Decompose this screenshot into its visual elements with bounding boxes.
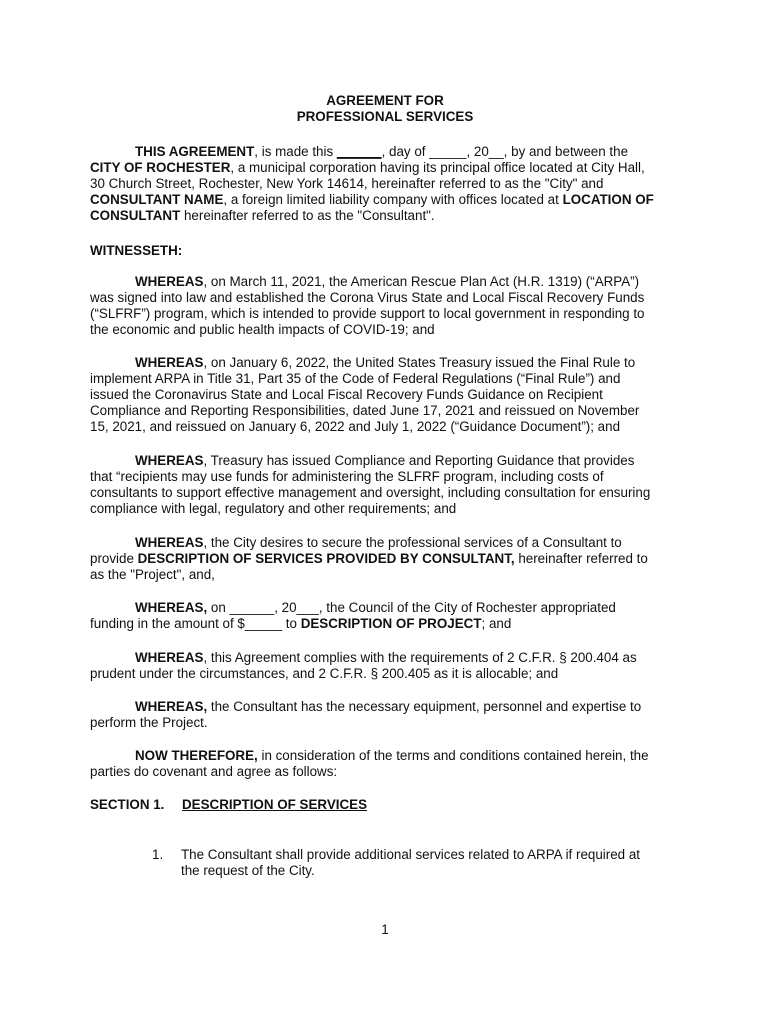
doc-title-line1: AGREEMENT FOR <box>326 93 444 108</box>
whereas4-line2: provide DESCRIPTION OF SERVICES PROVIDED BY CONSULTANT, hereinafter referred to <box>90 551 648 566</box>
whereas2-line2: implement ARPA in Title 31, Part 35 of the Code of Federal Regulations (“Final Rule”) and <box>90 371 621 386</box>
item1-number: 1. <box>152 847 164 862</box>
intro-line3: 30 Church Street, Rochester, New York 14614, hereinafter referred to as the "City" and <box>90 176 604 191</box>
witnesseth-heading: WITNESSETH: <box>90 243 183 258</box>
intro-line4: CONSULTANT NAME, a foreign limited liability company with offices located at LOCATION OF <box>90 192 654 207</box>
whereas4-line1: WHEREAS, the City desires to secure the professional services of a Consultant to <box>135 535 622 550</box>
whereas2-line4: Compliance and Reporting Responsibilities, dated June 17, 2021 and reissued on November <box>90 403 640 418</box>
whereas6-line1: WHEREAS, this Agreement complies with the requirements of 2 C.F.R. § 200.404 as <box>135 650 637 665</box>
whereas2-line5: 15, 2021, and reissued on January 6, 2022 and July 1, 2022 (“Guidance Document”); and <box>90 419 621 434</box>
whereas5-line1: WHEREAS, on ______, 20___, the Council of the City of Rochester appropriated <box>135 600 616 615</box>
whereas1-line3: (“SLFRF”) program, which is intended to provide support to local government in responding to <box>90 306 645 321</box>
whereas5-line2: funding in the amount of $_____ to DESCRIPTION OF PROJECT; and <box>90 616 512 631</box>
whereas7-line1: WHEREAS, the Consultant has the necessary equipment, personnel and expertise to <box>135 699 642 714</box>
whereas3-line2: that “recipients may use funds for administering the SLFRF program, including costs of <box>90 469 604 484</box>
item1-line2: the request of the City. <box>181 863 315 878</box>
whereas2-line1: WHEREAS, on January 6, 2022, the United States Treasury issued the Final Rule to <box>135 355 636 370</box>
now-therefore-line2: parties do covenant and agree as follows: <box>90 764 338 779</box>
intro-line1: THIS AGREEMENT, is made this ______, day of _____, 20__, by and between the <box>135 144 629 159</box>
now-therefore-line1: NOW THEREFORE, in consideration of the terms and conditions contained herein, the <box>135 748 649 763</box>
whereas3-line3: consultants to support effective management and oversight, including consultation for ensuring <box>90 485 651 500</box>
page-number: 1 <box>381 922 389 937</box>
whereas3-line4: compliance with legal, regulatory and other requirements; and <box>90 501 457 516</box>
whereas7-line2: perform the Project. <box>90 715 208 730</box>
section1-title: DESCRIPTION OF SERVICES <box>182 797 368 812</box>
whereas3-line1: WHEREAS, Treasury has issued Compliance and Reporting Guidance that provides <box>135 453 635 468</box>
whereas1-line1: WHEREAS, on March 11, 2021, the American Rescue Plan Act (H.R. 1319) (“ARPA”) <box>135 274 640 289</box>
intro-line5: CONSULTANT hereinafter referred to as the "Consultant". <box>90 208 435 223</box>
item1-line1: The Consultant shall provide additional services related to ARPA if required at <box>181 847 641 862</box>
intro-line2: CITY OF ROCHESTER, a municipal corporation having its principal office located at City Hall, <box>90 160 645 175</box>
doc-title-line2: PROFESSIONAL SERVICES <box>296 109 474 124</box>
whereas6-line2: prudent under the circumstances, and 2 C.F.R. § 200.405 as it is allocable; and <box>90 666 559 681</box>
whereas2-line3: issued the Coronavirus State and Local Fiscal Recovery Funds Guidance on Recipient <box>90 387 603 402</box>
whereas1-line4: the economic and public health impacts of COVID-19; and <box>90 322 435 337</box>
whereas4-line3: as the "Project", and, <box>90 567 215 582</box>
whereas1-line2: was signed into law and established the Corona Virus State and Local Fiscal Recovery Funds <box>90 290 645 305</box>
section1-number: SECTION 1. <box>90 797 165 812</box>
